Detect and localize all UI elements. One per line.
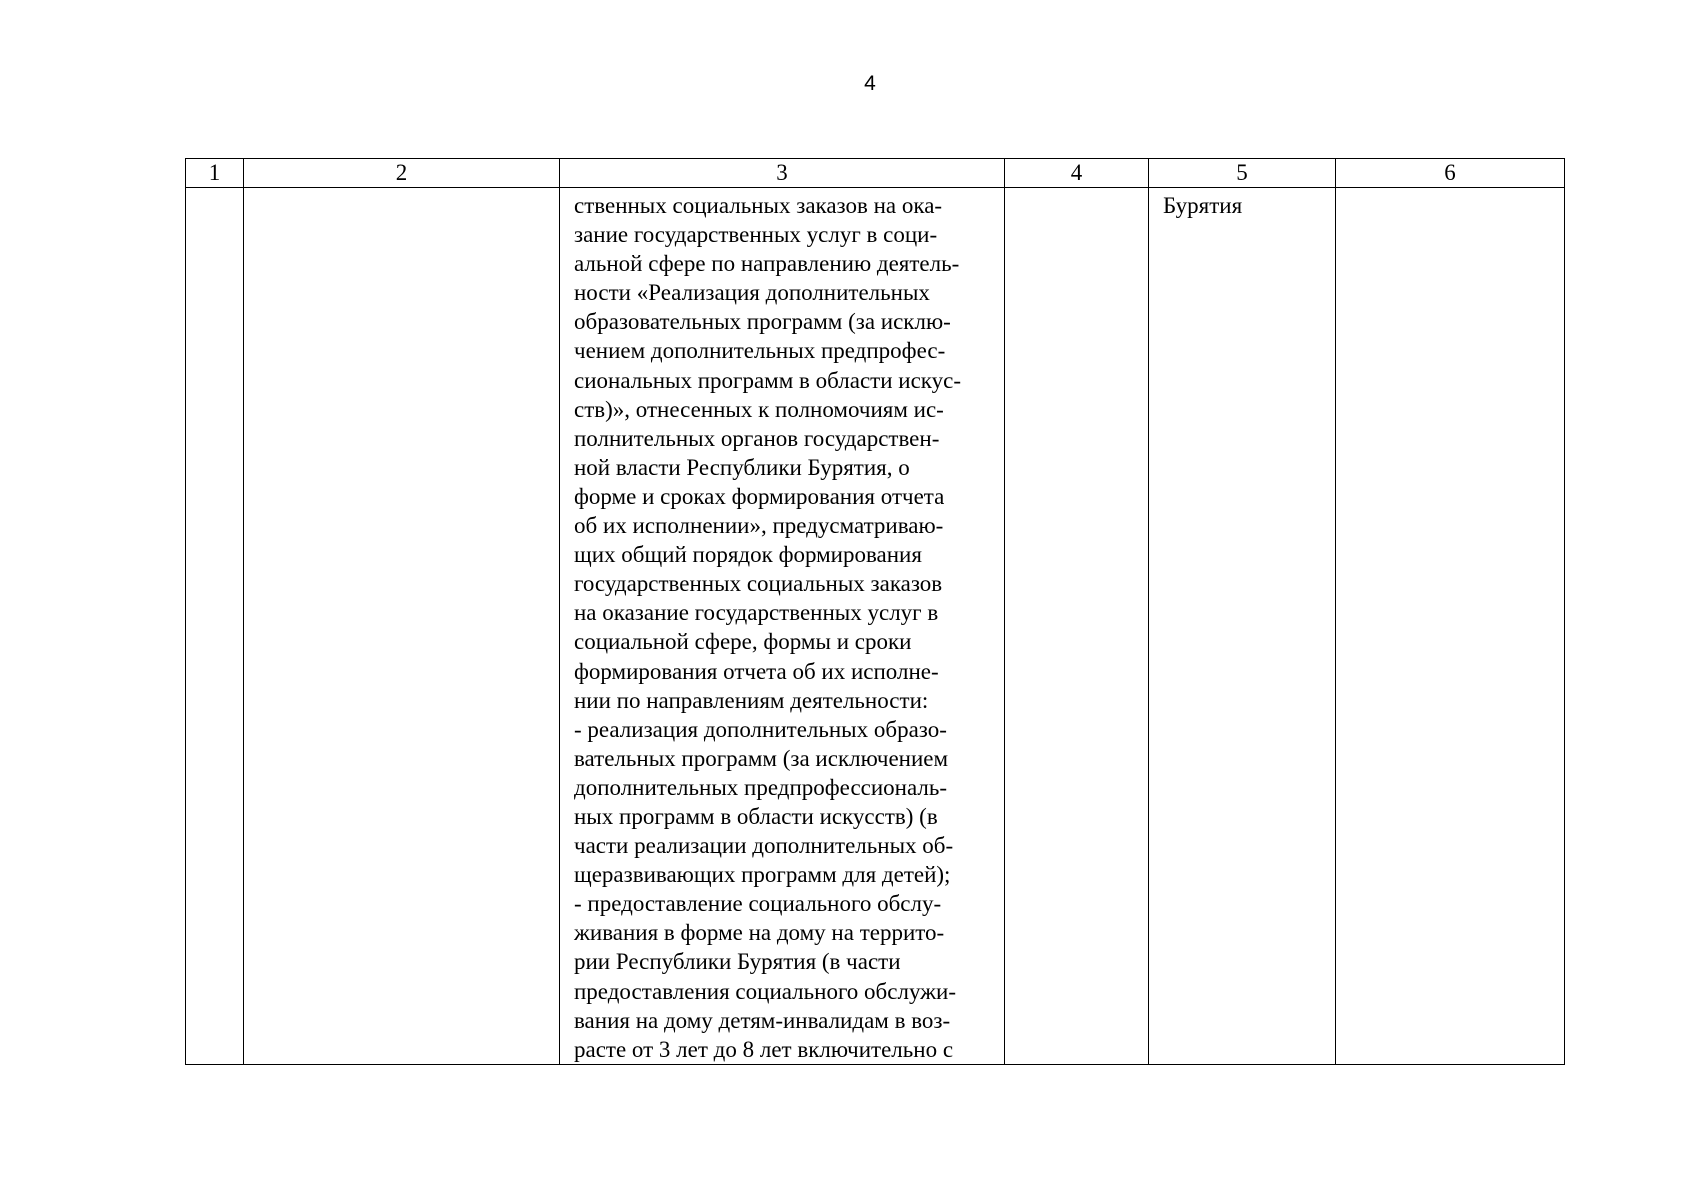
cell-col-3-line: на оказание государственных услуг в bbox=[574, 600, 939, 626]
document-table bbox=[185, 158, 1565, 1065]
cell-col-3-line: зание государственных услуг в соци- bbox=[574, 222, 938, 248]
cell-col-3-line: - предоставление социального обслу- bbox=[574, 891, 942, 917]
column-header-1: 1 bbox=[186, 159, 244, 188]
cell-col-3-line: ности «Реализация дополнительных bbox=[574, 280, 930, 306]
cell-col-3-line: вательных программ (за исключением bbox=[574, 745, 949, 771]
cell-col-3-line: щих общий порядок формирования bbox=[574, 542, 922, 568]
cell-col-3-line: сиональных программ в области искус- bbox=[574, 367, 962, 393]
cell-col-3-line: нии по направлениям деятельности: bbox=[574, 687, 929, 713]
cell-col-3-line: дополнительных предпрофессиональ- bbox=[574, 774, 948, 800]
cell-col-3-text bbox=[560, 188, 1004, 1064]
page-number: 4 bbox=[864, 72, 876, 95]
cell-col-3-line: щеразвивающих программ для детей); bbox=[574, 862, 951, 888]
table-row bbox=[186, 188, 1565, 1065]
cell-col-3-line: формирования отчета об их исполне- bbox=[574, 658, 939, 684]
column-header-3: 3 bbox=[560, 159, 1005, 188]
cell-col-3-line: ных программ в области искусств) (в bbox=[574, 803, 938, 829]
column-header-2: 2 bbox=[244, 159, 560, 188]
cell-col-3-line: об их исполнении», предусматриваю- bbox=[574, 513, 944, 539]
cell-col-4 bbox=[1005, 188, 1149, 1065]
cell-col-3-line: живания в форме на дому на террито- bbox=[574, 920, 945, 946]
column-header-6: 6 bbox=[1336, 159, 1565, 188]
cell-col-3-line: вания на дому детям-инвалидам в воз- bbox=[574, 1007, 951, 1033]
cell-col-5-text: Бурятия bbox=[1163, 193, 1243, 218]
cell-col-3-line: государственных социальных заказов bbox=[574, 571, 943, 597]
cell-col-3-line: чением дополнительных предпрофес- bbox=[574, 338, 946, 364]
cell-col-3-line: ной власти Республики Бурятия, о bbox=[574, 454, 910, 480]
cell-col-3-line: ств)», отнесенных к полномочиям ис- bbox=[574, 396, 944, 422]
cell-col-2 bbox=[244, 188, 560, 1065]
cell-col-3-line: альной сфере по направлению деятель- bbox=[574, 251, 960, 277]
cell-col-3-line: части реализации дополнительных об- bbox=[574, 833, 954, 859]
cell-col-6 bbox=[1336, 188, 1565, 1065]
cell-col-3 bbox=[560, 188, 1005, 1065]
cell-col-3-line: предоставления социального обслужи- bbox=[574, 978, 956, 1004]
column-header-5: 5 bbox=[1149, 159, 1336, 188]
cell-col-5 bbox=[1149, 188, 1336, 1065]
cell-col-3-line: - реализация дополнительных образо- bbox=[574, 716, 947, 742]
cell-col-3-line: полнительных органов государствен- bbox=[574, 425, 940, 451]
cell-col-3-line: ственных социальных заказов на ока- bbox=[574, 193, 943, 218]
cell-col-1 bbox=[186, 188, 244, 1065]
cell-col-3-line: расте от 3 лет до 8 лет включительно с bbox=[574, 1036, 954, 1062]
table-header-row bbox=[186, 159, 1565, 188]
cell-col-3-line: образовательных программ (за исклю- bbox=[574, 309, 951, 335]
cell-col-3-line: рии Республики Бурятия (в части bbox=[574, 949, 901, 975]
cell-col-3-line: форме и сроках формирования отчета bbox=[574, 483, 945, 509]
column-header-4: 4 bbox=[1005, 159, 1149, 188]
cell-col-3-line: социальной сфере, формы и сроки bbox=[574, 629, 912, 655]
